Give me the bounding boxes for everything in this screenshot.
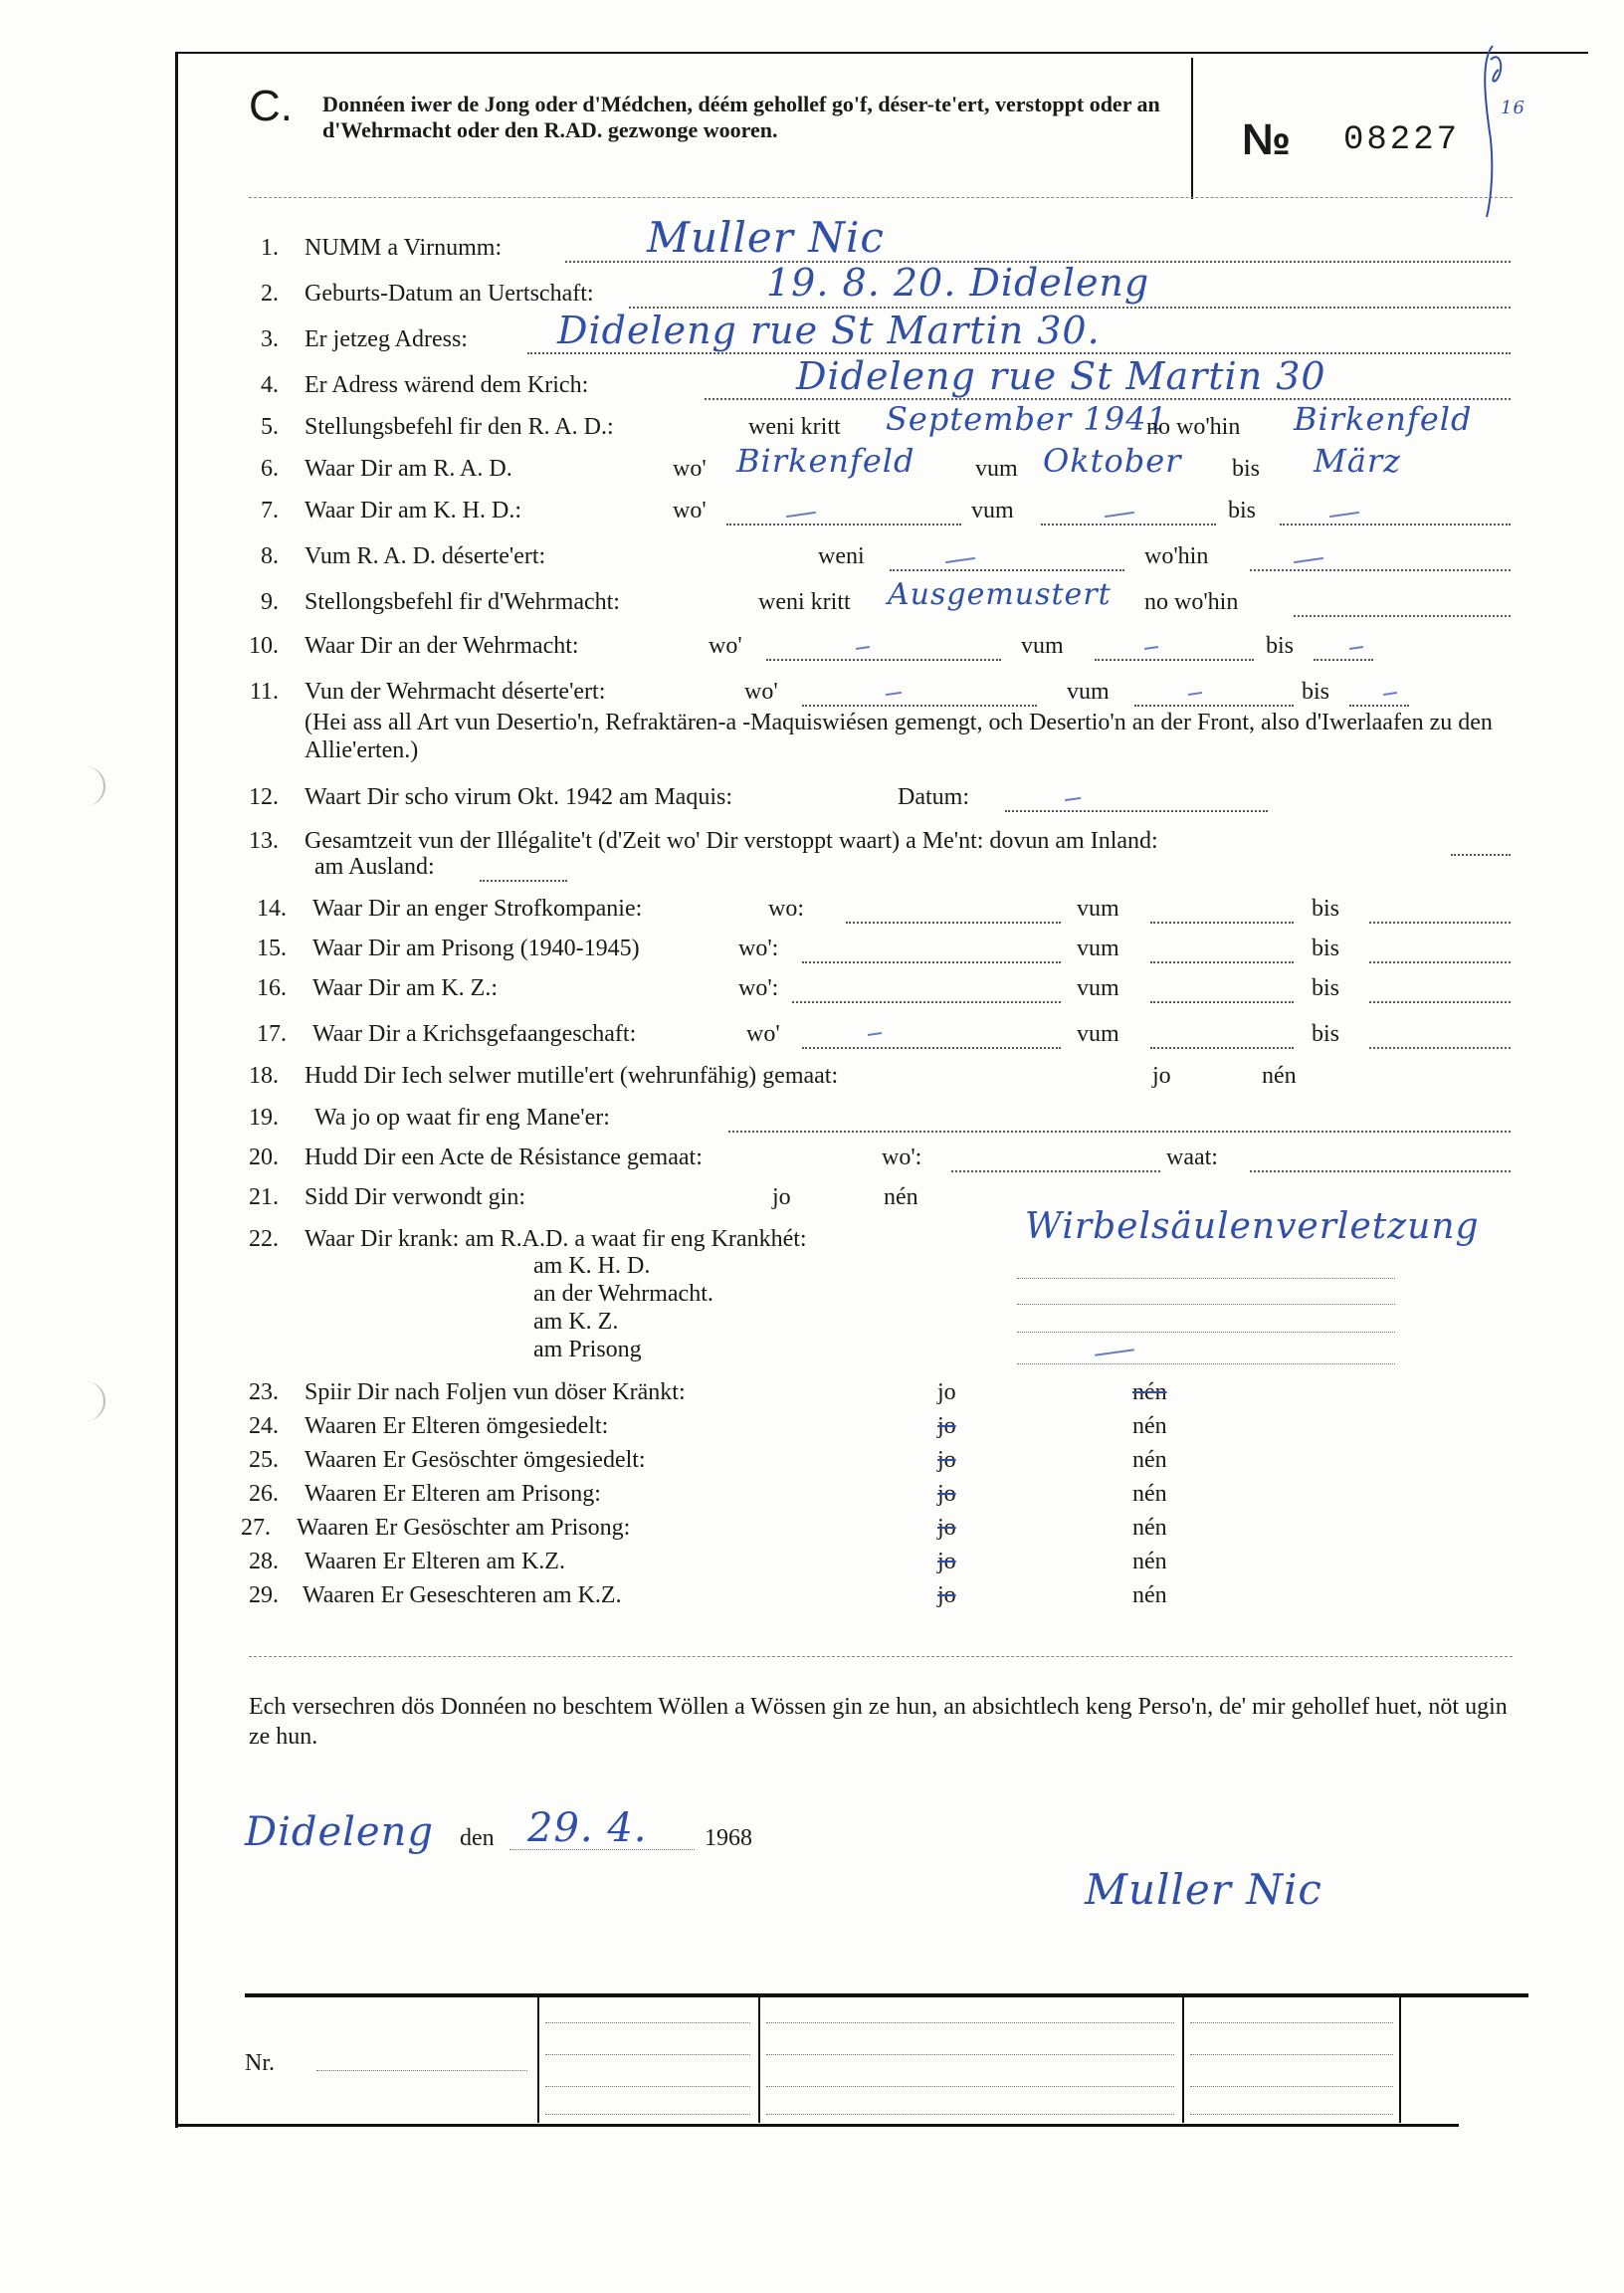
- pen-dash: [1349, 646, 1363, 650]
- handwritten-war-address: Dideleng rue St Martin 30: [796, 354, 1326, 398]
- dotted-line: [1451, 854, 1511, 856]
- dotted-line: [1250, 569, 1511, 571]
- footer-table-top: [245, 1993, 1528, 1997]
- field-sublabel: bis: [1312, 1021, 1340, 1047]
- dotted-line: [1150, 922, 1294, 924]
- handwritten-birth-data: 19. 8. 20. Dideleng: [766, 261, 1150, 305]
- field-number: 1.: [261, 235, 279, 261]
- field-label: Er jetzeg Adress:: [304, 326, 468, 352]
- declaration-text: Ech versechren dös Donnéen no beschtem Wöllen a Wössen gin ze hun, an absichtlech keng Perso'n, de' mir gehollef huet, nöt ugin ze hun.: [249, 1694, 1508, 1750]
- frame-top-border: [175, 52, 1588, 54]
- illness-sub-kz: am K. Z.: [533, 1309, 619, 1335]
- answer-no: nén: [1132, 1515, 1167, 1541]
- dotted-line: [802, 961, 1061, 963]
- dotted-line: [480, 880, 567, 882]
- field-number: 18.: [249, 1063, 279, 1089]
- field-label: Waar Dir am R. A. D.: [304, 456, 512, 482]
- handwritten-place: Dideleng: [245, 1809, 434, 1855]
- field-number: 6.: [261, 456, 279, 482]
- dotted-line: [1369, 961, 1511, 963]
- handwritten-rad-until: März: [1314, 442, 1401, 480]
- pen-dash: [868, 1032, 882, 1036]
- dotted-line: [766, 2086, 1174, 2087]
- answer-yes: jo: [937, 1379, 956, 1405]
- field-sublabel: wo': [673, 498, 707, 523]
- answer-no-crossed: nén: [1132, 1379, 1167, 1405]
- field-number: 2.: [261, 281, 279, 307]
- field-number: 26.: [249, 1481, 279, 1507]
- field-number: 23.: [249, 1379, 279, 1405]
- table-divider: [1182, 1993, 1184, 2123]
- field-sublabel: wo'hin: [1144, 543, 1209, 569]
- field-label: Wa jo op waat fir eng Mane'er:: [314, 1105, 610, 1131]
- nr-label: Nr.: [245, 2050, 275, 2076]
- table-divider: [1399, 1993, 1401, 2123]
- dotted-line: [1017, 1363, 1395, 1364]
- field-sublabel: no wo'hin: [1144, 589, 1239, 615]
- field-sublabel: wo': [744, 679, 778, 705]
- field-number: 16.: [257, 975, 287, 1001]
- field-sublabel: vum: [1067, 679, 1110, 705]
- dotted-line: [1369, 1001, 1511, 1003]
- dotted-line: [846, 922, 1061, 924]
- field-label: Geburts-Datum an Uertschaft:: [304, 281, 594, 307]
- field-sublabel: bis: [1312, 975, 1340, 1001]
- field-label: Waaren Er Elteren ömgesiedelt:: [304, 1413, 609, 1439]
- pen-dash: [1294, 557, 1323, 563]
- signature: Muller Nic: [1085, 1865, 1322, 1914]
- field-label: Hudd Dir een Acte de Résistance gemaat:: [304, 1145, 703, 1170]
- field-number: 11.: [249, 679, 279, 705]
- dotted-line: [545, 2022, 750, 2023]
- dotted-line: [1190, 2114, 1393, 2115]
- dotted-line: [1190, 2022, 1393, 2023]
- field-number: 19.: [249, 1105, 279, 1131]
- answer-yes-crossed: jo: [937, 1447, 956, 1473]
- date-year: 1968: [705, 1825, 752, 1851]
- dotted-line: [792, 1001, 1061, 1003]
- field-sublabel: vum: [1077, 936, 1119, 961]
- field-sublabel: weni: [818, 543, 865, 569]
- answer-no: nén: [1132, 1447, 1167, 1473]
- dotted-line: [1294, 615, 1511, 617]
- section-letter: C.: [249, 82, 293, 130]
- dotted-line: [728, 1131, 1511, 1133]
- pen-dash: [886, 692, 902, 696]
- dotted-line: [951, 1170, 1160, 1172]
- field-label: Stellongsbefehl fir d'Wehrmacht:: [304, 589, 620, 615]
- field-number: 9.: [261, 589, 279, 615]
- dotted-line: [1017, 1304, 1395, 1305]
- illness-sub-prisong: am Prisong: [533, 1337, 642, 1362]
- dotted-line: [545, 2114, 750, 2115]
- field-sublabel: bis: [1312, 896, 1340, 922]
- handwritten-rad-from: Oktober: [1043, 442, 1182, 480]
- field-sublabel: bis: [1302, 679, 1330, 705]
- field-label: Waar Dir am K. Z.:: [312, 975, 498, 1001]
- field-number: 24.: [249, 1413, 279, 1439]
- field-number: 20.: [249, 1145, 279, 1170]
- header-rule: [249, 197, 1513, 199]
- field-label: Waar Dir am Prisong (1940-1945): [312, 936, 640, 961]
- answer-yes-crossed: jo: [937, 1515, 956, 1541]
- dotted-line: [802, 705, 1037, 707]
- field-sublabel: wo': [709, 633, 742, 659]
- field-sublabel: weni kritt: [748, 414, 841, 440]
- pen-dash: [786, 512, 816, 518]
- dotted-line: [1190, 2054, 1393, 2055]
- field-number: 3.: [261, 326, 279, 352]
- field-sublabel: vum: [975, 456, 1018, 482]
- answer-no: nén: [1132, 1481, 1167, 1507]
- dotted-line: [1250, 1170, 1511, 1172]
- field-sublabel: wo':: [738, 975, 779, 1001]
- answer-yes-crossed: jo: [937, 1413, 956, 1439]
- field-label: Waar Dir krank: am R.A.D. a waat fir eng Krankhét:: [304, 1226, 807, 1252]
- dotted-line: [1280, 523, 1511, 525]
- answer-no: nén: [1132, 1582, 1167, 1608]
- field-number: 21.: [249, 1184, 279, 1210]
- handwritten-rad-date: September 1941: [886, 400, 1168, 438]
- answer-yes-crossed: jo: [937, 1582, 956, 1608]
- dotted-line: [1134, 705, 1294, 707]
- dotted-line: [1005, 810, 1268, 812]
- field-label: Sidd Dir verwondt gin:: [304, 1184, 525, 1210]
- field-label: Waaren Er Elteren am Prisong:: [304, 1481, 601, 1507]
- dotted-line: [766, 2022, 1174, 2023]
- field-label: Waar Dir an enger Strofkompanie:: [312, 896, 643, 922]
- field-label: Spiir Dir nach Foljen vun döser Kränkt:: [304, 1379, 686, 1405]
- field-number: 17.: [257, 1021, 287, 1047]
- field-number: 15.: [257, 936, 287, 961]
- handwritten-name: Muller Nic: [647, 213, 885, 262]
- field-sublabel: am Ausland:: [314, 854, 435, 880]
- field-label: Waaren Er Gesöschter am Prisong:: [297, 1515, 631, 1541]
- pen-dash: [856, 646, 870, 650]
- handwritten-illness: Wirbelsäulenverletzung: [1025, 1206, 1480, 1247]
- handwritten-current-address: Dideleng rue St Martin 30.: [557, 309, 1101, 352]
- field-sublabel: wo': [673, 456, 707, 482]
- field-sublabel: Datum:: [898, 784, 969, 810]
- field-sublabel: vum: [971, 498, 1014, 523]
- illness-sub-khd: am K. H. D.: [533, 1253, 651, 1279]
- field-label: Vun der Wehrmacht déserte'ert:: [304, 679, 606, 705]
- pen-dash: [1144, 646, 1158, 650]
- dotted-line: [766, 2054, 1174, 2055]
- corner-pen-mark: [1471, 40, 1511, 219]
- dotted-line: [890, 569, 1124, 571]
- table-divider: [758, 1993, 760, 2123]
- field-label: Waaren Er Elteren am K.Z.: [304, 1549, 565, 1574]
- field-sublabel: wo': [746, 1021, 780, 1047]
- field-sublabel: vum: [1077, 975, 1119, 1001]
- field-label: Gesamtzeit vun der Illégalite't (d'Zeit wo' Dir verstoppt waart) a Me'nt: dovun am Inland:: [304, 828, 1158, 854]
- illness-sublist: [533, 1252, 713, 1363]
- section-divider: [249, 1656, 1513, 1657]
- punch-hole-mark: [82, 1381, 105, 1421]
- field-label: Stellungsbefehl fir den R. A. D.:: [304, 414, 614, 440]
- dotted-line: [1349, 705, 1409, 707]
- dotted-line: [1190, 2086, 1393, 2087]
- dotted-line: [1369, 922, 1511, 924]
- field-label: NUMM a Virnumm:: [304, 235, 503, 261]
- field-number: 28.: [249, 1549, 279, 1574]
- corner-note: 16: [1501, 98, 1525, 118]
- field-sublabel: bis: [1228, 498, 1257, 523]
- dotted-line: [1150, 961, 1294, 963]
- dotted-line: [1095, 659, 1254, 661]
- field-number: 13.: [249, 828, 279, 854]
- dotted-line: [545, 2086, 750, 2087]
- field-sublabel: wo:: [768, 896, 804, 922]
- answer-no: nén: [1262, 1063, 1297, 1089]
- field-sublabel: waat:: [1166, 1145, 1218, 1170]
- pen-dash: [1188, 692, 1202, 696]
- date-den-label: den: [460, 1825, 495, 1851]
- field-sublabel: bis: [1232, 456, 1261, 482]
- handwritten-rad-place: Birkenfeld: [736, 442, 915, 480]
- field-number: 25.: [249, 1447, 279, 1473]
- dotted-line: [766, 2114, 1174, 2115]
- dotted-line: [1041, 523, 1216, 525]
- pen-dash: [945, 557, 975, 563]
- field-label: Waart Dir scho virum Okt. 1942 am Maquis:: [304, 784, 732, 810]
- dotted-line: [545, 2054, 750, 2055]
- field-sublabel: wo':: [738, 936, 779, 961]
- field-number: 4.: [261, 372, 279, 398]
- field-sublabel: bis: [1312, 936, 1340, 961]
- form-number: 08227: [1343, 121, 1461, 159]
- field-label: Waar Dir am K. H. D.:: [304, 498, 522, 523]
- pen-dash: [1329, 512, 1359, 518]
- field-number: 8.: [261, 543, 279, 569]
- number-sign: №: [1242, 115, 1292, 164]
- field-sublabel: vum: [1021, 633, 1064, 659]
- field-sublabel: vum: [1077, 1021, 1119, 1047]
- answer-yes: jo: [772, 1184, 791, 1210]
- field-number: 14.: [257, 896, 287, 922]
- dotted-line: [1314, 659, 1373, 661]
- field-number: 22.: [249, 1226, 279, 1252]
- dotted-line: [802, 1047, 1061, 1049]
- answer-yes: jo: [1152, 1063, 1171, 1089]
- field-sublabel: wo':: [882, 1145, 922, 1170]
- answer-no: nén: [1132, 1549, 1167, 1574]
- field-label: Waar Dir an der Wehrmacht:: [304, 633, 579, 659]
- footer-table-bottom: [175, 2124, 1459, 2127]
- desertion-note: (Hei ass all Art vun Desertio'n, Refraktären-a -Maquiswiésen gemengt, och Desertio'n an der Front, also d'Iwerlaafen zu den Allie'erten.): [304, 710, 1493, 763]
- field-sublabel: vum: [1077, 896, 1119, 922]
- field-label: Vum R. A. D. déserte'ert:: [304, 543, 546, 569]
- frame-left-border: [175, 52, 178, 2128]
- field-number: 27.: [241, 1515, 271, 1541]
- field-number: 10.: [249, 633, 279, 659]
- pen-dash: [1383, 692, 1397, 696]
- dotted-line: [1017, 1332, 1395, 1333]
- header-divider: [1191, 58, 1193, 199]
- section-title: Donnéen iwer de Jong oder d'Médchen, déém gehollef go'f, déser-te'ert, verstoppt oder an d'Wehrmacht oder den R.AD. gezwonge wooren.: [322, 92, 1160, 142]
- pen-dash: [1065, 797, 1081, 801]
- dotted-line: [1150, 1047, 1294, 1049]
- dotted-line: [1150, 1001, 1294, 1003]
- dotted-line: [1369, 1047, 1511, 1049]
- field-label: Hudd Dir Iech selwer mutille'ert (wehrunfähig) gemaat:: [304, 1063, 839, 1089]
- field-sublabel: no wo'hin: [1146, 414, 1241, 440]
- field-number: 5.: [261, 414, 279, 440]
- dotted-line: [1017, 1278, 1395, 1279]
- answer-no: nén: [1132, 1413, 1167, 1439]
- pen-dash: [1095, 1349, 1134, 1356]
- dotted-line: [726, 523, 961, 525]
- field-sublabel: bis: [1266, 633, 1295, 659]
- answer-no: nén: [884, 1184, 918, 1210]
- handwritten-rad-destination: Birkenfeld: [1294, 400, 1473, 438]
- field-sublabel: weni kritt: [758, 589, 851, 615]
- punch-hole-mark: [82, 766, 105, 806]
- dotted-line: [766, 659, 1001, 661]
- handwritten-wehrmacht-status: Ausgemustert: [888, 577, 1112, 612]
- pen-dash: [1105, 512, 1134, 518]
- field-label: Waaren Er Geseschteren am K.Z.: [303, 1582, 622, 1608]
- field-number: 7.: [261, 498, 279, 523]
- handwritten-date: 29. 4.: [527, 1805, 648, 1851]
- field-number: 29.: [249, 1582, 279, 1608]
- answer-yes-crossed: jo: [937, 1549, 956, 1574]
- table-divider: [537, 1993, 539, 2123]
- field-label: Er Adress wärend dem Krich:: [304, 372, 589, 398]
- field-label: Waaren Er Gesöschter ömgesiedelt:: [304, 1447, 646, 1473]
- answer-yes-crossed: jo: [937, 1481, 956, 1507]
- dotted-line: [316, 2070, 527, 2071]
- field-number: 12.: [249, 784, 279, 810]
- field-label: Waar Dir a Krichsgefaangeschaft:: [312, 1021, 637, 1047]
- illness-sub-wehrmacht: an der Wehrmacht.: [533, 1281, 713, 1307]
